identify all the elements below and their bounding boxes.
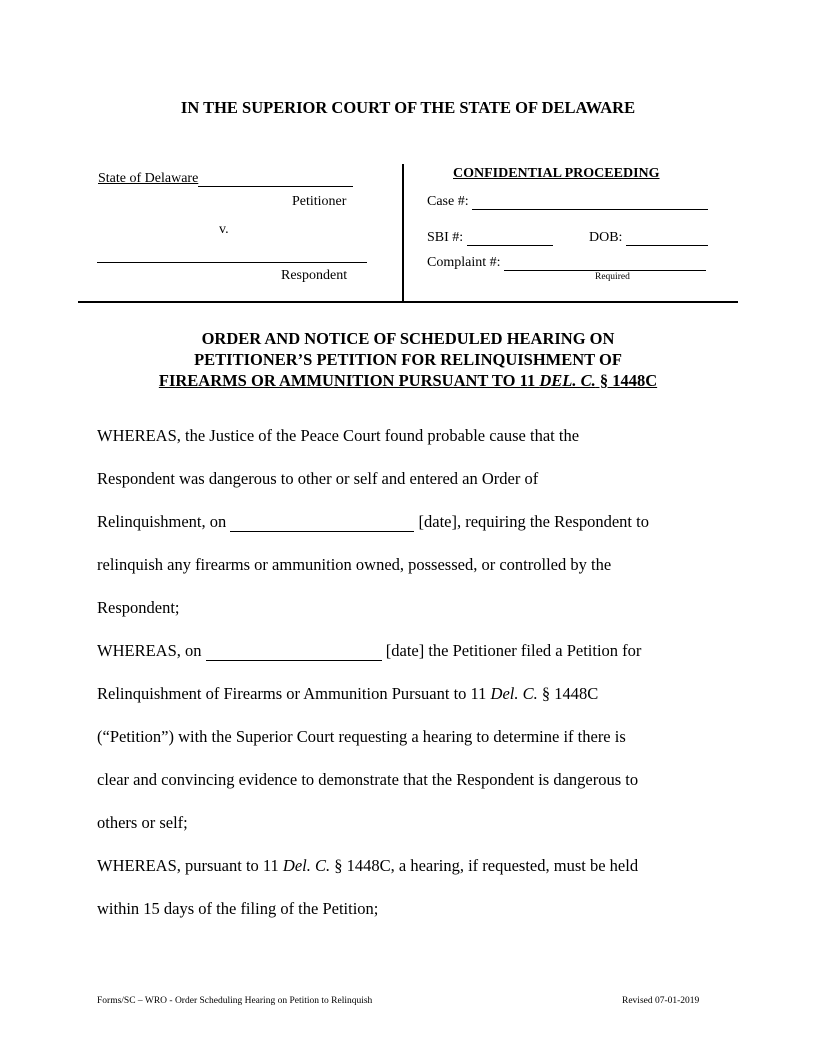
dob-blank — [626, 231, 708, 246]
petitioner-label: Petitioner — [292, 194, 347, 209]
footer-revised: Revised 07-01-2019 — [622, 996, 700, 1006]
respondent-name-blank — [97, 262, 367, 263]
confidential-heading: CONFIDENTIAL PROCEEDING — [453, 166, 660, 181]
sbi-blank — [467, 231, 553, 246]
order-title-line-3-a: FIREARMS OR AMMUNITION PURSUANT TO 11 — [158, 371, 540, 390]
order-title-line-3 — [0, 370, 816, 391]
body-line-6 — [97, 641, 641, 661]
body-line-11-b: § 1448C, a hearing, if requested, must be held — [330, 856, 639, 875]
body-line-9: clear and convincing evidence to demonstrate that the Respondent is dangerous to — [97, 770, 639, 789]
dob-field — [589, 230, 708, 246]
versus-label: v. — [219, 222, 229, 237]
order-title-line-3-italic: DEL. C. — [539, 371, 596, 390]
body-line-7 — [97, 684, 598, 704]
case-number-blank — [472, 195, 708, 210]
body-line-3 — [97, 512, 649, 532]
body-line-11-a: WHEREAS, pursuant to 11 — [97, 856, 283, 875]
order-title — [0, 328, 816, 391]
petitioner-name-line — [98, 171, 353, 187]
body-line-12: within 15 days of the filing of the Petition; — [97, 899, 379, 918]
petition-date-blank — [206, 644, 382, 661]
body-line-7-a: Relinquishment of Firearms or Ammunition Pursuant to 11 — [97, 684, 491, 703]
order-title-line-1: ORDER AND NOTICE OF SCHEDULED HEARING ON — [201, 329, 615, 348]
body-line-8: (“Petition”) with the Superior Court requesting a hearing to determine if there is — [97, 727, 626, 746]
respondent-label: Respondent — [281, 268, 348, 283]
caption-vertical-divider — [402, 164, 404, 302]
case-number-field — [427, 194, 708, 210]
body-line-3-a: Relinquishment, on — [97, 512, 227, 531]
dob-label: DOB: — [589, 230, 623, 245]
body-line-7-italic: Del. C. — [490, 684, 538, 703]
body-line-2: Respondent was dangerous to other or self and entered an Order of — [97, 469, 539, 488]
complaint-blank — [504, 256, 706, 271]
sbi-field — [427, 230, 553, 246]
complaint-label: Complaint #: — [427, 255, 501, 270]
complaint-field — [427, 255, 706, 271]
caption-horizontal-divider — [78, 301, 738, 303]
relinquishment-date-blank — [230, 515, 414, 532]
body-line-11-italic: Del. C. — [282, 856, 331, 875]
body-line-11 — [97, 856, 638, 876]
order-title-line-3-b: § 1448C — [595, 371, 658, 390]
case-number-label: Case #: — [427, 194, 469, 209]
court-title: IN THE SUPERIOR COURT OF THE STATE OF DELAWARE — [180, 98, 636, 117]
body-line-4: relinquish any firearms or ammunition owned, possessed, or controlled by the — [97, 555, 612, 574]
body-line-10: others or self; — [97, 813, 188, 832]
complaint-required-note: Required — [595, 272, 630, 282]
body-line-6-a: WHEREAS, on — [97, 641, 202, 660]
body-line-3-b: [date], requiring the Respondent to — [418, 512, 649, 531]
body-line-1: WHEREAS, the Justice of the Peace Court found probable cause that the — [97, 426, 580, 445]
petitioner-name-blank — [198, 172, 353, 187]
body-line-5: Respondent; — [97, 598, 180, 617]
sbi-label: SBI #: — [427, 230, 464, 245]
order-title-line-2: PETITIONER’S PETITION FOR RELINQUISHMENT OF — [194, 350, 622, 369]
petitioner-name: State of Delaware — [98, 171, 199, 186]
body-line-7-b: § 1448C — [537, 684, 599, 703]
footer-form-id: Forms/SC – WRO - Order Scheduling Hearing on Petition to Relinquish — [97, 996, 373, 1006]
body-line-6-b: [date] the Petitioner filed a Petition for — [385, 641, 642, 660]
